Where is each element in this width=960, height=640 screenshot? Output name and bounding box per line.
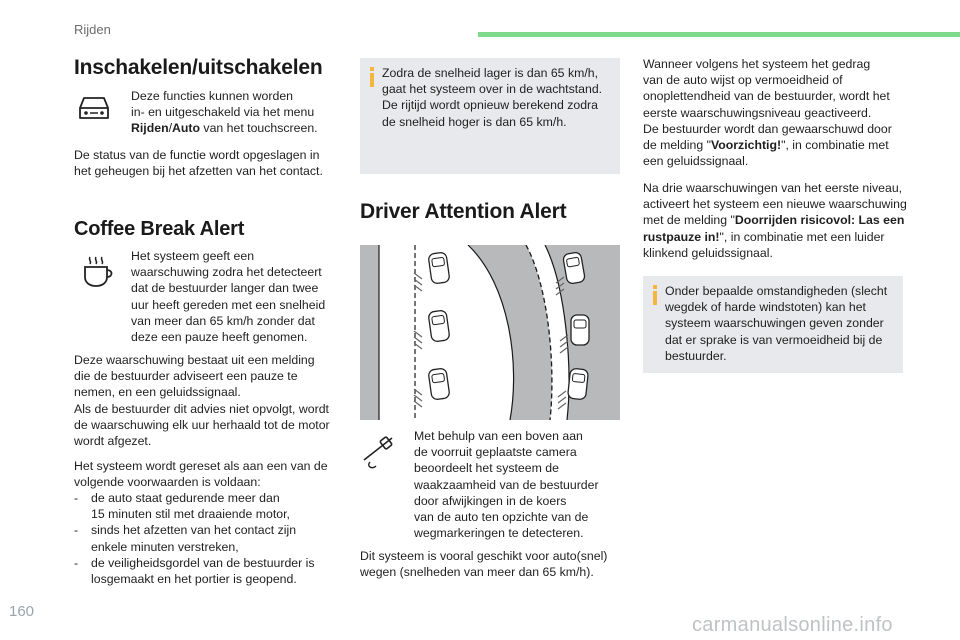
paragraph-first-level: Wanneer volgens het systeem het gedrag van de auto wijst op vermoeidheid of onoplettendheid van de bestuurder, wordt het eerste waarschuwingsniveau geactiveerd. De bestuurder wordt dan gewaarschuwd door de melding "Voorzichtig!", in combinatie met een geluidssignaal. [643,57,892,169]
info-note-speed: Zodra de snelheid lager is dan 65 km/h, gaat het systeem over in de wachtstand. De rijtijd wordt opnieuw berekend zodra de snelheid hoger is dan 65 km/h. [360,58,620,174]
paragraph-geschikt: Dit systeem is vooral geschikt voor auto(snel) wegen (snelheden van meer dan 65 km/h). [360,549,608,580]
list-item: - sinds het afzetten van het contact zijn enkele minuten verstreken, [74,522,354,554]
info-icon [368,67,376,87]
coffee-cup-icon [80,255,116,289]
heading-driver-attention: Driver Attention Alert [360,200,567,223]
paragraph-status: De status van de functie wordt opgeslagen in het geheugen bij het afzetten van het contact. [74,148,323,179]
section-label: Rijden [74,22,111,37]
car-front-icon [76,92,112,122]
paragraph-camera: Met behulp van een boven aan de voorruit geplaatste camera beoordeelt het systeem de waakzaamheid van de bestuurder door afwijkingen in de koers van de auto ten opzichte van de wegmarkeringen te detecteren. [414,429,599,541]
reset-conditions-list [74,490,354,587]
lane-drift-illustration [360,245,620,420]
list-item: - de veiligheidsgordel van de bestuurder is losgemaakt en het portier is geopend. [74,555,354,587]
page-number: 160 [9,603,35,620]
heading-inschakelen: Inschakelen/uitschakelen [74,56,323,79]
section-accent-bar [478,32,960,37]
camera-icon [362,432,398,472]
paragraph-coffee-alert: Het systeem geeft een waarschuwing zodra het detecteert dat de bestuurder langer dan twee uur heeft gereden met een snelheid van meer dan 65 km/h zonder dat deze een pauze heeft genomen. [131,249,326,345]
info-icon [651,285,659,305]
paragraph-second-level: Na drie waarschuwingen van het eerste niveau, activeert het systeem een nieuwe waarschuwing met de melding "Doorrijden risicovol: Las een rustpauze in!", in combinatie met een luider klinkend geluidssignaal. [643,181,907,260]
watermark: carmanualsonline.info [692,614,893,636]
paragraph-melding: Deze waarschuwing bestaat uit een melding die de bestuurder adviseert een pauze te nemen, en een geluidssignaal. Als de bestuurder dit advies niet opvolgt, wordt de waarschuwing elk uur herhaald tot de motor wordt afgezet. [74,353,330,449]
paragraph-toggle-menu: Deze functies kunnen worden in- en uitgeschakeld via het menu Rijden/Auto van het touchscreen. [131,89,318,136]
paragraph-reset: Het systeem wordt gereset als aan een van de volgende voorwaarden is voldaan: [74,459,328,490]
info-note-conditions: Onder bepaalde omstandigheden (slecht wegdek of harde windstoten) kan het systeem waarschuwingen geven zonder dat er sprake is van vermoeidheid bij de bestuurder. [643,276,903,373]
list-item: - de auto staat gedurende meer dan 15 minuten stil met draaiende motor, [74,490,354,522]
lane-drift-diagram [360,245,620,420]
heading-coffee-break: Coffee Break Alert [74,218,245,240]
